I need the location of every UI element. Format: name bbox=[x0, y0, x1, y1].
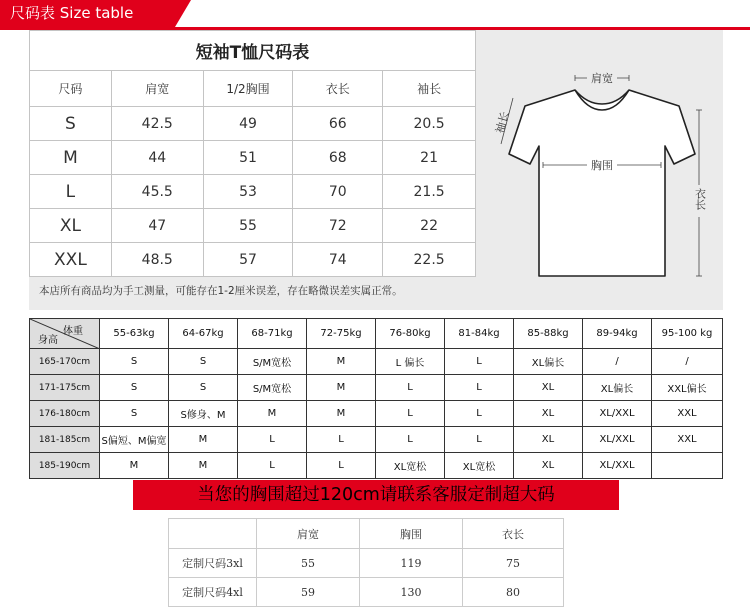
height-label: 165-170cm bbox=[30, 349, 100, 375]
size-cell: L bbox=[30, 175, 112, 209]
page-header bbox=[0, 0, 750, 30]
custom-header-blank bbox=[169, 519, 257, 549]
size-recommendation: S修身、M bbox=[169, 401, 238, 427]
shoulder-cell: 45.5 bbox=[111, 175, 203, 209]
tshirt-outline-icon bbox=[509, 90, 695, 276]
size-table-title-row bbox=[30, 31, 476, 71]
height-label: 171-175cm bbox=[30, 375, 100, 401]
height-row bbox=[30, 401, 723, 427]
size-recommendation: L bbox=[376, 427, 445, 453]
size-recommendation: S/M宽松 bbox=[238, 375, 307, 401]
size-recommendation: XL宽松 bbox=[376, 453, 445, 479]
weight-header: 68-71kg bbox=[238, 319, 307, 349]
custom-header-length: 衣长 bbox=[463, 519, 564, 549]
height-label: 181-185cm bbox=[30, 427, 100, 453]
shoulder-cell: 48.5 bbox=[111, 243, 203, 277]
size-recommendation: M bbox=[169, 427, 238, 453]
size-recommendation: S bbox=[169, 349, 238, 375]
weight-header: 81-84kg bbox=[445, 319, 514, 349]
corner-height-label: 身高 bbox=[38, 335, 58, 346]
custom-row bbox=[169, 549, 564, 578]
custom-header-chest: 胸围 bbox=[360, 519, 463, 549]
size-recommendation: M bbox=[307, 375, 376, 401]
size-row bbox=[30, 209, 476, 243]
size-recommendation: M bbox=[307, 349, 376, 375]
size-recommendation: L bbox=[307, 427, 376, 453]
size-recommendation: S bbox=[169, 375, 238, 401]
weight-header: 85-88kg bbox=[514, 319, 583, 349]
corner-cell bbox=[30, 319, 100, 349]
height-row bbox=[30, 349, 723, 375]
size-recommendation: / bbox=[583, 349, 652, 375]
size-recommendation: XL/XXL bbox=[583, 401, 652, 427]
tshirt-measurement-diagram bbox=[489, 50, 715, 300]
col-header-length: 衣长 bbox=[293, 71, 383, 107]
size-table bbox=[29, 30, 476, 277]
custom-value: 59 bbox=[257, 578, 360, 607]
sleeve-label: 袖长 bbox=[493, 110, 512, 135]
height-row bbox=[30, 453, 723, 479]
height-label: 185-190cm bbox=[30, 453, 100, 479]
height-weight-table bbox=[29, 318, 723, 479]
size-recommendation: M bbox=[307, 401, 376, 427]
size-table-title: 短袖T恤尺码表 bbox=[30, 31, 476, 71]
shoulder-cell: 44 bbox=[111, 141, 203, 175]
size-recommendation: M bbox=[169, 453, 238, 479]
custom-header-row bbox=[169, 519, 564, 549]
chest-cell: 55 bbox=[203, 209, 293, 243]
measurement-note: 本店所有商品均为手工测量，可能存在1-2厘米误差，存在略微误差实属正常。 bbox=[39, 285, 403, 297]
chest-cell: 57 bbox=[203, 243, 293, 277]
size-chart-panel bbox=[29, 30, 723, 310]
weight-header: 76-80kg bbox=[376, 319, 445, 349]
oversize-notice-banner: 当您的胸围超过120cm请联系客服定制超大码 bbox=[133, 480, 619, 510]
col-header-sleeve: 袖长 bbox=[383, 71, 476, 107]
size-recommendation: XL bbox=[514, 375, 583, 401]
height-row bbox=[30, 427, 723, 453]
chest-cell: 53 bbox=[203, 175, 293, 209]
size-recommendation: XXL bbox=[652, 427, 723, 453]
size-recommendation: L bbox=[238, 453, 307, 479]
weight-header: 95-100 kg bbox=[652, 319, 723, 349]
sleeve-cell: 21.5 bbox=[383, 175, 476, 209]
size-recommendation: L bbox=[376, 375, 445, 401]
size-recommendation: XL bbox=[514, 453, 583, 479]
size-cell: XXL bbox=[30, 243, 112, 277]
size-cell: M bbox=[30, 141, 112, 175]
size-recommendation: XL bbox=[514, 427, 583, 453]
size-recommendation: XL/XXL bbox=[583, 453, 652, 479]
header-title: 尺码表 Size table bbox=[0, 0, 175, 27]
sleeve-cell: 20.5 bbox=[383, 107, 476, 141]
length-cell: 66 bbox=[293, 107, 383, 141]
size-recommendation: M bbox=[100, 453, 169, 479]
size-recommendation: XL偏长 bbox=[514, 349, 583, 375]
size-recommendation: XXL bbox=[652, 401, 723, 427]
size-recommendation: S bbox=[100, 349, 169, 375]
length-cell: 74 bbox=[293, 243, 383, 277]
size-recommendation: L bbox=[445, 401, 514, 427]
height-label: 176-180cm bbox=[30, 401, 100, 427]
weight-header: 72-75kg bbox=[307, 319, 376, 349]
size-row bbox=[30, 107, 476, 141]
height-row bbox=[30, 375, 723, 401]
size-recommendation: L bbox=[307, 453, 376, 479]
size-recommendation: XL偏长 bbox=[583, 375, 652, 401]
sleeve-cell: 21 bbox=[383, 141, 476, 175]
size-recommendation: XL/XXL bbox=[583, 427, 652, 453]
size-row bbox=[30, 141, 476, 175]
weight-header-row bbox=[30, 319, 723, 349]
size-recommendation: L bbox=[445, 349, 514, 375]
col-header-half-chest: 1/2胸围 bbox=[203, 71, 293, 107]
custom-value: 80 bbox=[463, 578, 564, 607]
size-recommendation: L bbox=[445, 375, 514, 401]
length-label: 衣长 bbox=[693, 188, 707, 210]
size-recommendation: S bbox=[100, 401, 169, 427]
corner-weight-label: 体重 bbox=[63, 326, 83, 337]
size-recommendation: XL宽松 bbox=[445, 453, 514, 479]
size-recommendation: L bbox=[238, 427, 307, 453]
size-recommendation: M bbox=[238, 401, 307, 427]
chest-cell: 49 bbox=[203, 107, 293, 141]
weight-header: 55-63kg bbox=[100, 319, 169, 349]
size-recommendation: L 偏长 bbox=[376, 349, 445, 375]
size-cell: S bbox=[30, 107, 112, 141]
size-recommendation: L bbox=[445, 427, 514, 453]
size-recommendation: S偏短、M偏宽 bbox=[100, 427, 169, 453]
custom-row bbox=[169, 578, 564, 607]
col-header-shoulder: 肩宽 bbox=[111, 71, 203, 107]
shoulder-cell: 47 bbox=[111, 209, 203, 243]
size-row bbox=[30, 243, 476, 277]
shoulder-label: 肩宽 bbox=[591, 72, 613, 85]
length-cell: 68 bbox=[293, 141, 383, 175]
size-row bbox=[30, 175, 476, 209]
weight-header: 64-67kg bbox=[169, 319, 238, 349]
size-recommendation bbox=[652, 453, 723, 479]
custom-size-table bbox=[168, 518, 564, 607]
shoulder-cell: 42.5 bbox=[111, 107, 203, 141]
size-recommendation: L bbox=[376, 401, 445, 427]
col-header-size: 尺码 bbox=[30, 71, 112, 107]
size-recommendation: XXL偏长 bbox=[652, 375, 723, 401]
custom-size-label: 定制尺码3xl bbox=[169, 549, 257, 578]
size-recommendation: S bbox=[100, 375, 169, 401]
custom-value: 119 bbox=[360, 549, 463, 578]
custom-size-label: 定制尺码4xl bbox=[169, 578, 257, 607]
weight-header: 89-94kg bbox=[583, 319, 652, 349]
size-recommendation: S/M宽松 bbox=[238, 349, 307, 375]
custom-value: 55 bbox=[257, 549, 360, 578]
sleeve-cell: 22 bbox=[383, 209, 476, 243]
chest-cell: 51 bbox=[203, 141, 293, 175]
size-recommendation: / bbox=[652, 349, 723, 375]
sleeve-cell: 22.5 bbox=[383, 243, 476, 277]
length-cell: 72 bbox=[293, 209, 383, 243]
custom-value: 75 bbox=[463, 549, 564, 578]
size-table-header-row bbox=[30, 71, 476, 107]
custom-header-shoulder: 肩宽 bbox=[257, 519, 360, 549]
length-cell: 70 bbox=[293, 175, 383, 209]
custom-value: 130 bbox=[360, 578, 463, 607]
size-cell: XL bbox=[30, 209, 112, 243]
chest-label: 胸围 bbox=[591, 159, 613, 172]
size-recommendation: XL bbox=[514, 401, 583, 427]
